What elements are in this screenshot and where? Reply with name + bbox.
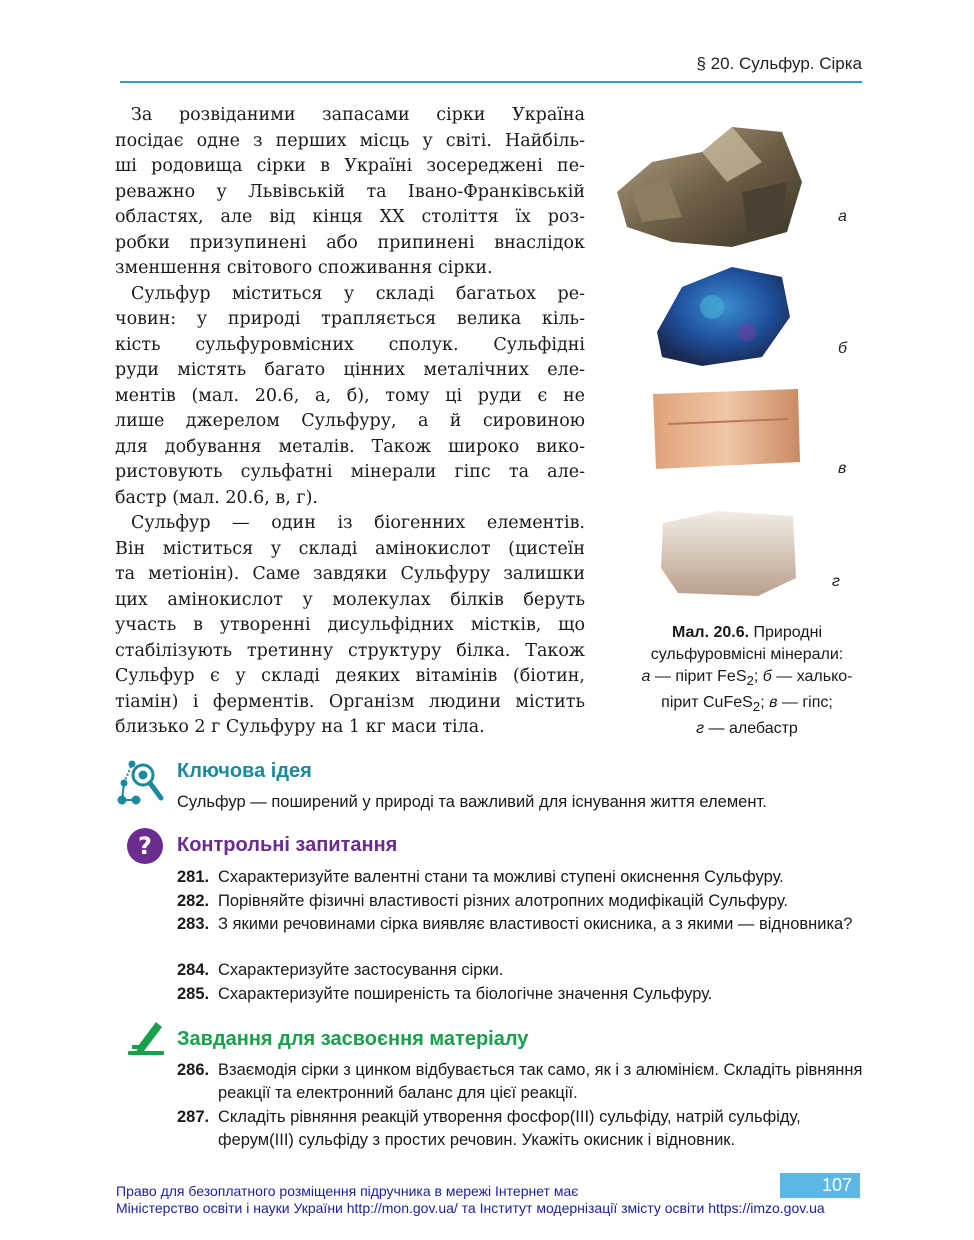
key-idea-text	[177, 791, 867, 814]
body-line: та метіонін). Саме завдяки Сульфуру залишки	[115, 564, 585, 584]
body-line: ші родовища сірки в Україні зосереджені пе-	[115, 156, 585, 176]
body-line: бастр (мал. 20.6, в, г).	[115, 487, 318, 508]
question-item	[177, 866, 867, 889]
caption-text: — халько-	[771, 668, 853, 685]
body-line: кість сульфуровмісних сполук. Сульфідні	[115, 334, 585, 355]
body-text	[115, 103, 585, 741]
task-item	[177, 1059, 867, 1105]
caption-sub: 2	[752, 699, 761, 715]
body-line: лише джерелом Сульфуру, а й сировиною	[115, 411, 585, 431]
caption-text: — алебастр	[704, 720, 798, 738]
alabaster-image	[658, 508, 798, 598]
item-text: Схарактеризуйте поширеність та біологічне значення Сульфуру.	[218, 985, 713, 1003]
item-number: 284.	[177, 961, 210, 979]
question-item	[177, 959, 867, 982]
footer-line: Право для безоплатного розміщення підручника в мережі Інтернет має	[116, 1183, 579, 1199]
page-number: 107	[780, 1173, 860, 1198]
item-text: Порівняйте фізичні властивості різних алотропних модифікацій Сульфуру.	[218, 892, 789, 910]
questions-title: Контрольні запитання	[177, 834, 398, 856]
body-line: Сульфур є у складі деяких вітамінів (біотин,	[115, 666, 585, 686]
body-line: Сульфур — один із біогенних елементів.	[131, 513, 585, 533]
header-rule	[120, 81, 862, 83]
item-text: З якими речовинами сірка виявляє властивості окисника, а з якими — відновника?	[218, 915, 853, 933]
caption-text: пірит CuFeS	[661, 694, 753, 712]
item-number: 281.	[177, 868, 210, 886]
item-text: Складіть рівняння реакцій утворення фосфор(ІІІ) сульфіду, натрій сульфіду, ферум(ІІІ) сульфіду з простих речовин. Укажіть окисник і відновник.	[218, 1108, 801, 1149]
body-line: руди містять багато цінних металічних еле-	[115, 360, 585, 380]
task-item	[177, 1106, 867, 1152]
body-line: За розвіданими запасами сірки Україна	[131, 105, 585, 125]
item-number: 287.	[177, 1108, 210, 1126]
body-line: цих амінокислот у молекулах білків беруть	[115, 589, 585, 610]
body-line: участь в утворенні дисульфідних містків, що	[115, 615, 585, 635]
body-line: реважно у Львівській та Івано-Франківській	[115, 181, 585, 202]
question-item	[177, 983, 867, 1006]
caption-text: — гіпс;	[777, 694, 833, 712]
caption-text: г	[696, 720, 705, 738]
body-line: човин: у природі трапляється велика кіль-	[115, 309, 585, 329]
body-line: Він міститься у складі амінокислот (цистеїн	[115, 538, 585, 559]
body-line: ментів (мал. 20.6, а, б), тому ці руди є не	[115, 385, 585, 406]
figure-label-b: б	[838, 340, 847, 357]
question-icon	[126, 827, 164, 865]
gypsum-image	[648, 384, 803, 472]
footer-line: Міністерство освіти і науки України http://mon.gov.ua/ та Інститут модернізації змісту освіти https://imzo.gov.ua	[116, 1200, 825, 1216]
caption-text: Природні	[753, 624, 823, 641]
question-item	[177, 890, 867, 913]
caption-text: ;	[760, 694, 770, 712]
question-item	[177, 913, 867, 936]
running-header: § 20. Сульфур. Сірка	[696, 54, 862, 73]
caption-text: сульфуровмісні мінерали:	[650, 646, 844, 663]
body-line: близько 2 г Сульфуру на 1 кг маси тіла.	[115, 717, 485, 737]
caption-text: в	[769, 694, 778, 712]
body-line: тіамін) і ферментів. Організм людини містить	[115, 691, 585, 712]
body-line: зменшення світового споживання сірки.	[115, 258, 493, 278]
item-text: Взаємодія сірки з цинком відбувається так само, як і з алюмінієм. Складіть рівняння реакції та електронний баланс для цієї реакції.	[218, 1061, 863, 1102]
body-line: посідає одне з перших місць у світі. Найбіль-	[115, 130, 585, 151]
body-line: робки призупинені або припинені внаслідок	[115, 232, 585, 253]
figure-caption	[616, 622, 878, 740]
item-number: 283.	[177, 915, 210, 933]
caption-sub: 2	[746, 673, 754, 689]
figure-label-a: а	[838, 208, 847, 225]
caption-number: Мал. 20.6.	[671, 624, 750, 641]
pencil-icon	[126, 1018, 166, 1058]
key-idea-title: Ключова ідея	[177, 760, 312, 782]
svg-text:?: ?	[138, 832, 152, 860]
caption-text: б	[762, 668, 772, 685]
body-line: ристовують сульфатні мінерали гіпс та але-	[115, 462, 585, 482]
footer-notice	[116, 1183, 825, 1217]
figure-label-g: г	[832, 573, 840, 590]
figure-label-v: в	[838, 460, 847, 477]
pyrite-image	[612, 122, 807, 250]
caption-text: — пірит FeS	[650, 668, 747, 685]
key-idea-icon	[116, 758, 166, 806]
item-number: 285.	[177, 985, 210, 1003]
body-line: стабілізують третинну структуру білка. Також	[115, 640, 585, 661]
chalcopyrite-image	[652, 262, 792, 368]
item-number: 286.	[177, 1061, 210, 1079]
item-number: 282.	[177, 892, 210, 910]
item-text: Схарактеризуйте валентні стани та можливі ступені окиснення Сульфуру.	[218, 868, 784, 886]
caption-text: ;	[753, 668, 763, 685]
body-line: областях, але від кінця XX століття їх роз-	[115, 207, 585, 227]
body-line: Сульфур міститься у складі багатьох ре-	[131, 283, 585, 304]
caption-text: а	[641, 668, 651, 685]
body-line: для добування металів. Також широко вико-	[115, 436, 585, 457]
item-text: Схарактеризуйте застосування сірки.	[218, 961, 504, 979]
key-idea-body: Сульфур — поширений у природі та важливий для існування життя елемент.	[177, 793, 767, 811]
tasks-title: Завдання для засвоєння матеріалу	[177, 1028, 529, 1050]
